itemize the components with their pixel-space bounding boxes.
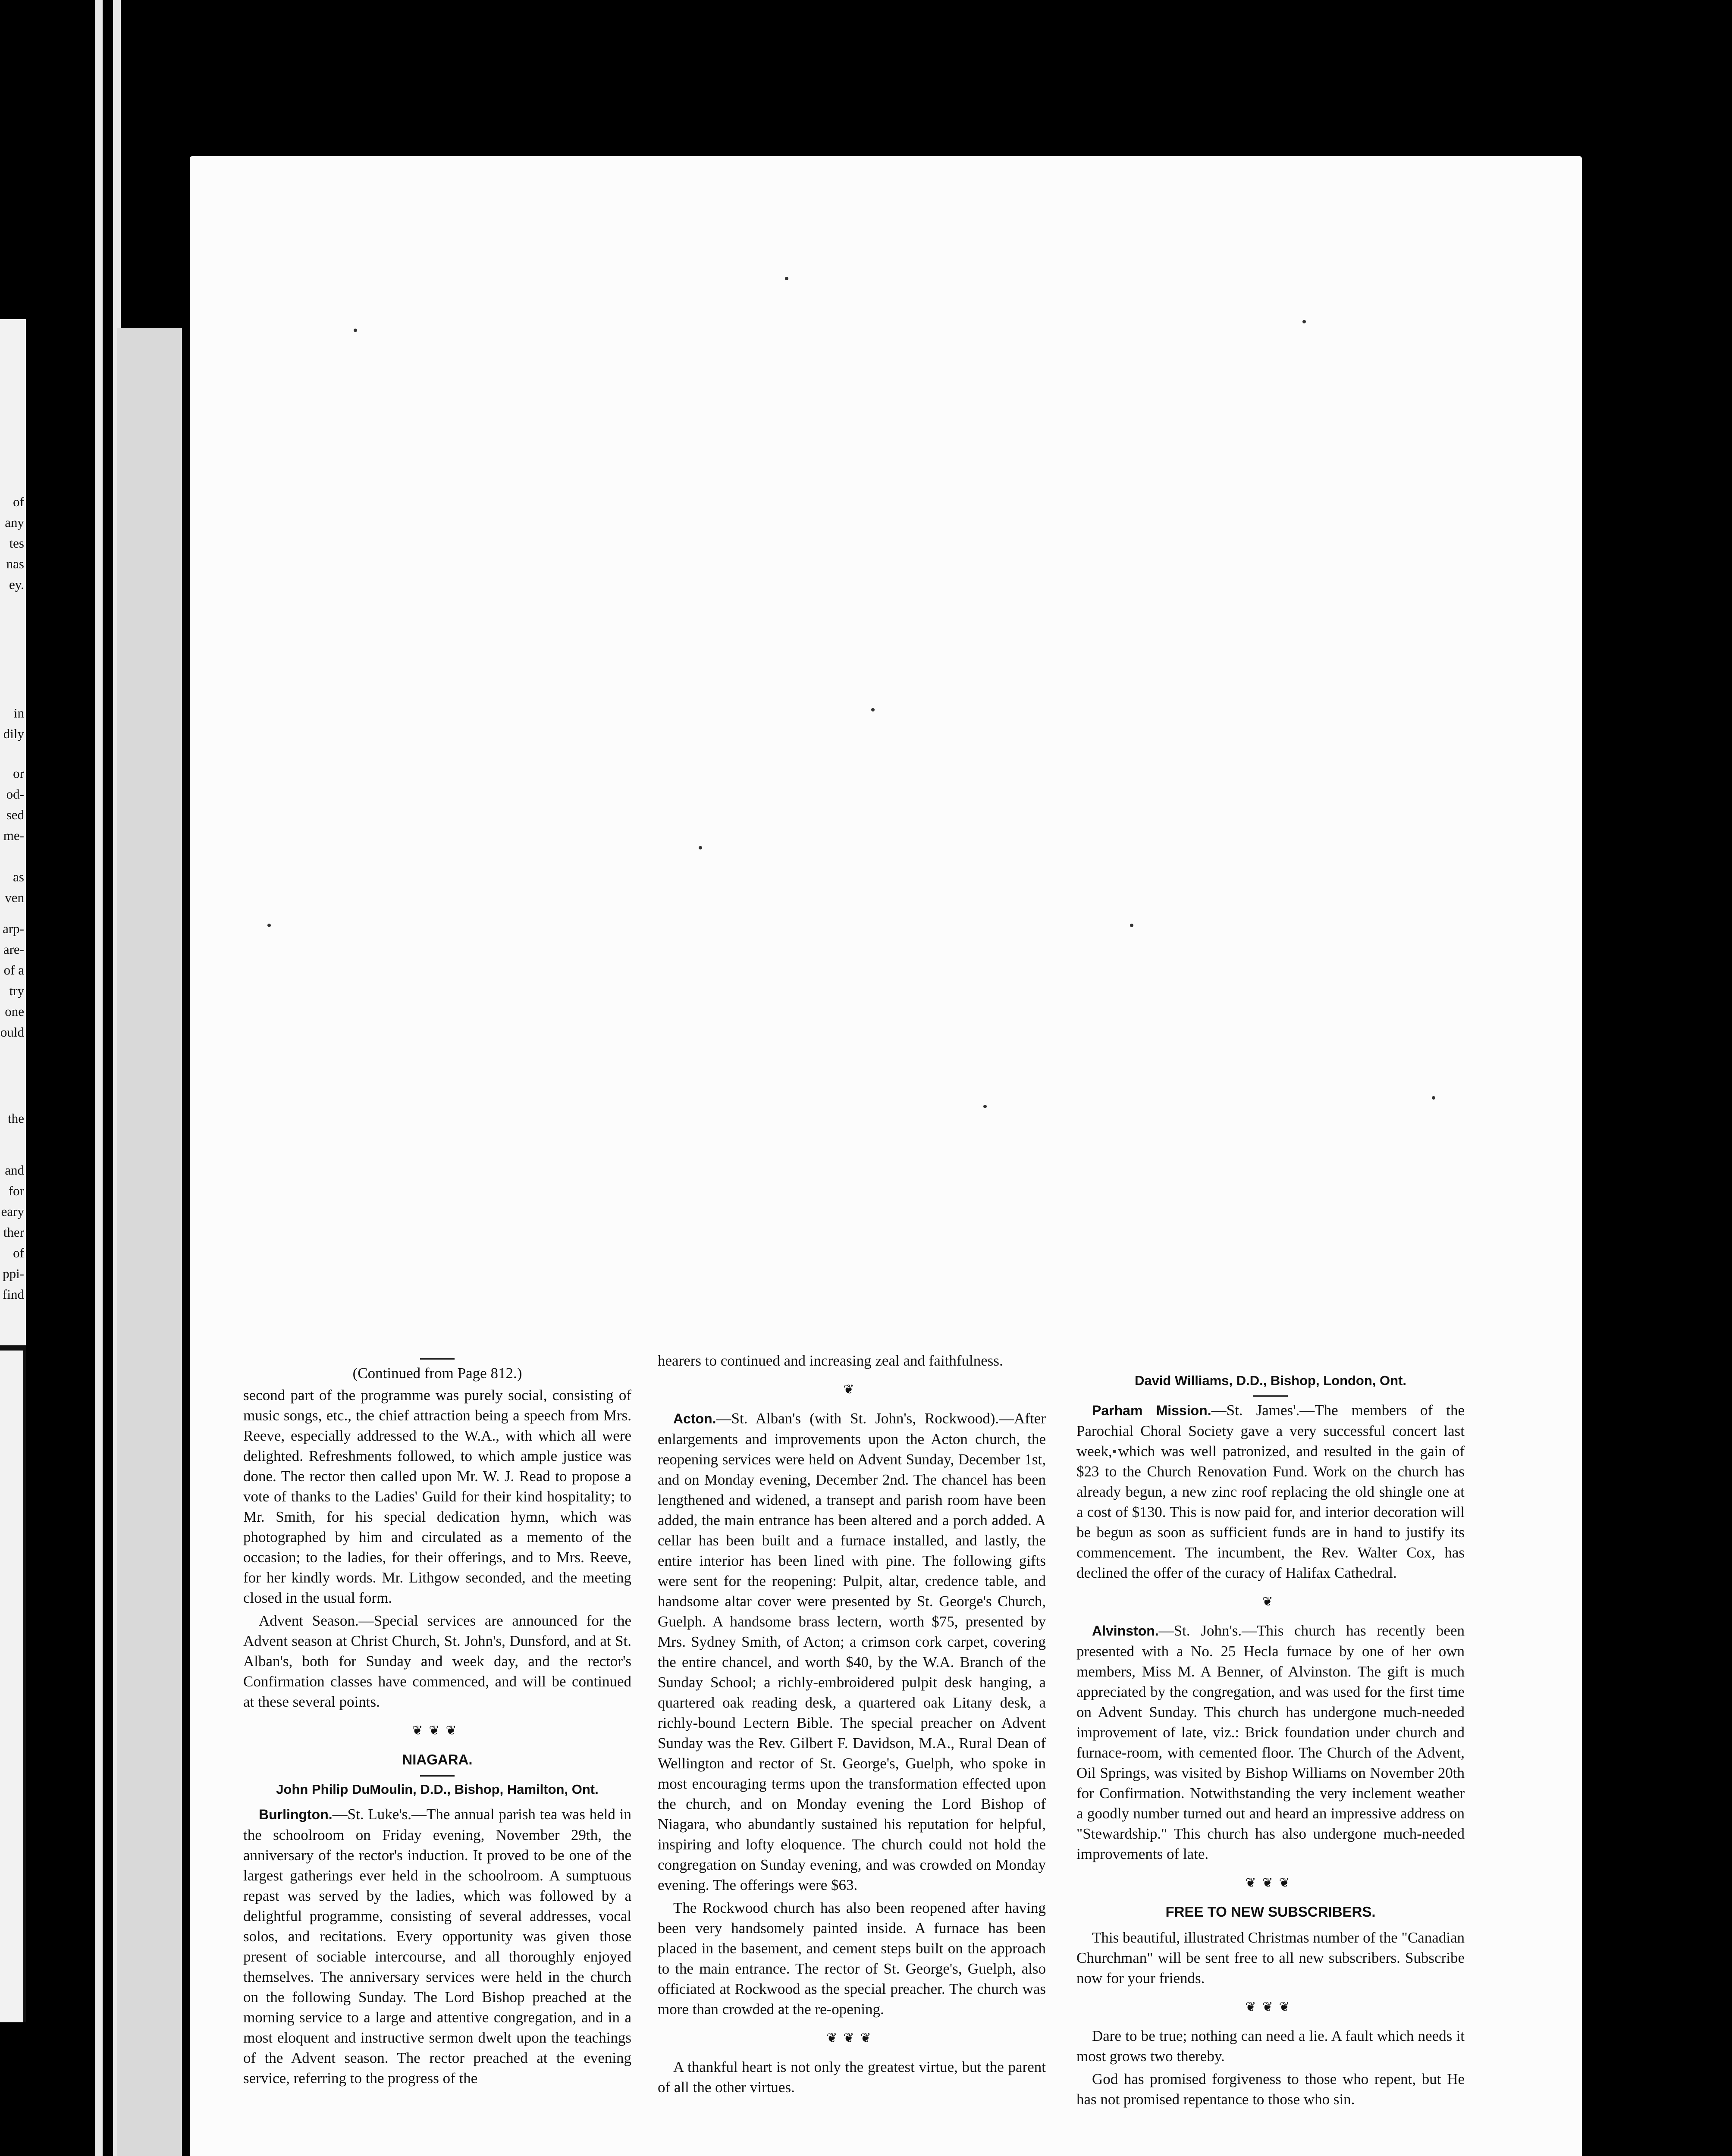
bishop-heading: David Williams, D.D., Bishop, London, Ont. [1134,1373,1407,1388]
place-name: Parham Mission. [1092,1403,1211,1418]
prev-page-text: and for eary ther of ppi- find [1,1163,24,1302]
article-text: —St. James'.—The members of the Parochial Choral Society gave a very successful concert last week, which was well patronized, and resulted in the gain of $23 to the Church Renovation Fund. Work on the church has already begun, a new zinc roof replacing the old shingle one at a cost of $130. This is now paid for, and interior decoration will be begun as soon as sufficient funds are in hand to justify its commencement. The incumbent, the Rev. Walter Cox, has declined the offer of the curacy of Halifax Cathedral. [1076,1402,1465,1581]
prev-page-text: arp- are- of a try one ould [0,921,24,1040]
divider [420,1358,455,1360]
column-3 [1076,1355,1465,2112]
prev-page-box-border [0,1345,26,2022]
article-paragraph: God has promised forgiveness to those who repent, but He has not promised repentance to those who sin. [1076,2071,1465,2108]
page-binding [117,328,182,2156]
gutter-edge [95,0,103,2156]
ornament: ❦❦❦ [1245,2000,1296,2014]
prev-page-text: the [8,1111,24,1126]
diocese-heading: NIAGARA. [402,1752,473,1767]
prev-page-text: as ven [5,869,24,905]
article-text: —St. Luke's.—The annual parish tea was held in the schoolroom on Friday evening, November 29th, the anniversary of the rector's induction. It proved to be one of the largest gatherings ever held in the schoolroom. A sumptuous repast was served by the ladies, which was followed by a delightful programme, consisting of several addresses, vocal solos, and recitations. Every opportunity was given those present of sociable intercourse, and all thoroughly enjoyed themselves. The anniversary services were held in the church on the following Sunday. The Lord Bishop preached at the morning service to a large and attentive congregation, and in a most eloquent and instructive sermon dwelt upon the teachings of the Advent season. The rector preached at the evening service, referring to the progress of the [243,1806,631,2087]
article-text: —St. John's.—This church has recently been presented with a No. 25 Hecla furnace by one of her own members, Miss M. A Benner, of Alvinston. The gift is much appreciated by the congregation, and was used for the first time on Advent Sunday. This church has undergone much-needed improvement of late, viz.: Brick foundation under church and furnace-room, with cemented floor. The Church of the Advent, Oil Springs, was visited by Bishop Williams on November 20th for Confirmation. Notwithstanding the very inclement weather a goodly number turned out and heard an impressive address on "Stewardship." This church has also undergone much-needed improvements of late. [1076,1622,1465,1862]
article-paragraph: second part of the programme was purely social, consisting of music songs, etc., the chief attraction being a speech from Mrs. Reeve, especially addressed to the W.A., with which all were delighted. Refreshments followed, to which ample justice was done. The rector then called upon Mr. W. J. Read to propose a vote of thanks to the Ladies' Guild for their kind hospitality; to Mr. Smith, for his special dedication hymn, which was photographed by him and circulated as a memento of the occasion; to the ladies, for their offerings, and to Mrs. Reeve, for her kindly words. Mr. Lithgow seconded, and the meeting closed in the usual form. [243,1387,631,1606]
article-paragraph: hearers to continued and increasing zeal and faithfulness. [658,1352,1003,1369]
article-paragraph: Dare to be true; nothing can need a lie. A fault which needs it most grows two thereby. [1076,2028,1465,2065]
article-paragraph: The Rockwood church has also been reopened after having been very handsomely painted inside. A furnace has been placed in the basement, and cement steps built on the approach to the main entrance. The rector of St. George's, Guelph, also officiated at Rockwood as the special preacher. The church was more than crowded at the re-opening. [658,1899,1046,2018]
continued-note: (Continued from Page 812.) [352,1365,522,1382]
article-paragraph: Advent Season.—Special services are announced for the Advent season at Christ Church, St. John's, Dunsford, and at St. Alban's, both for Sunday and week day, and the rector's Confirmation classes have commenced, and will be continued at these several points. [243,1612,631,1710]
ornament: ❦ [843,1382,860,1397]
ornament: ❦❦❦ [1245,1876,1296,1890]
place-name: Acton. [673,1411,716,1426]
ornament: ❦ [1262,1595,1279,1609]
column-1 [243,1355,631,2091]
column-2 [658,1351,1046,2100]
prev-page-text: or od- sed me- [3,766,24,843]
article-paragraph [1076,1400,1465,1583]
article-paragraph [658,1408,1046,1895]
bishop-heading: John Philip DuMoulin, D.D., Bishop, Hamilton, Ont. [276,1782,599,1797]
article-paragraph: This beautiful, illustrated Christmas number of the "Canadian Churchman" will be sent free to all new subscribers. Subscribe now for your friends. [1076,1929,1465,1987]
prev-page-text: of any tes nas ey. [5,494,24,592]
article-text: —St. Alban's (with St. John's, Rockwood).—After enlargements and improvements upon the Acton church, the reopening services were held on Advent Sunday, December 1st, and on Monday evening, December 2nd. The chancel has been lengthened and widened, a transept and parish room have been added, the main entrance has been altered and a porch added. A cellar has been built and a furnace installed, and lastly, the entire interior has been lined with pine. The following gifts were sent for the reopening: Pulpit, altar, credence table, and handsome altar cover were presented by St. George's Church, Guelph. A handsome brass lectern, worth $75, presented by Mrs. Sydney Smith, of Acton; a crimson cork carpet, covering the entire chancel, and worth $40, by the W.A. Branch of the Sunday School; a richly-embroidered pulpit desk hanging, a quartered oak reading desk, a quartered oak Litany desk, a richly-bound Lectern Bible. The special preacher on Advent Sunday was the Rev. Gilbert F. Davidson, M.A., Rural Dean of Wellington and rector of St. George's, Guelph, who spoke in most encouraging terms upon the transformation effected upon the church, and on Monday evening the Lord Bishop of Niagara, who abundantly sustained his reputation for helpful, inspiring and lofty eloquence. The church could not hold the congregation on Sunday evening, and was crowded on Monday evening. The offerings were $63. [658,1410,1046,1893]
place-name: Alvinston. [1092,1623,1159,1639]
article-paragraph: A thankful heart is not only the greatest virtue, but the parent of all the other virtues. [658,2059,1046,2096]
divider [1253,1395,1288,1397]
prev-page-text: in dily [3,705,24,741]
newspaper-page [190,156,1582,2156]
ornament: ❦❦❦ [826,2031,877,2045]
ornament: ❦❦❦ [412,1724,463,1738]
article-paragraph [243,1804,631,2088]
previous-page-fragment [0,319,26,2022]
free-subscribers-heading: FREE TO NEW SUBSCRIBERS. [1165,1904,1376,1920]
divider [420,1775,455,1777]
place-name: Burlington. [259,1807,333,1822]
article-paragraph [1076,1620,1465,1864]
